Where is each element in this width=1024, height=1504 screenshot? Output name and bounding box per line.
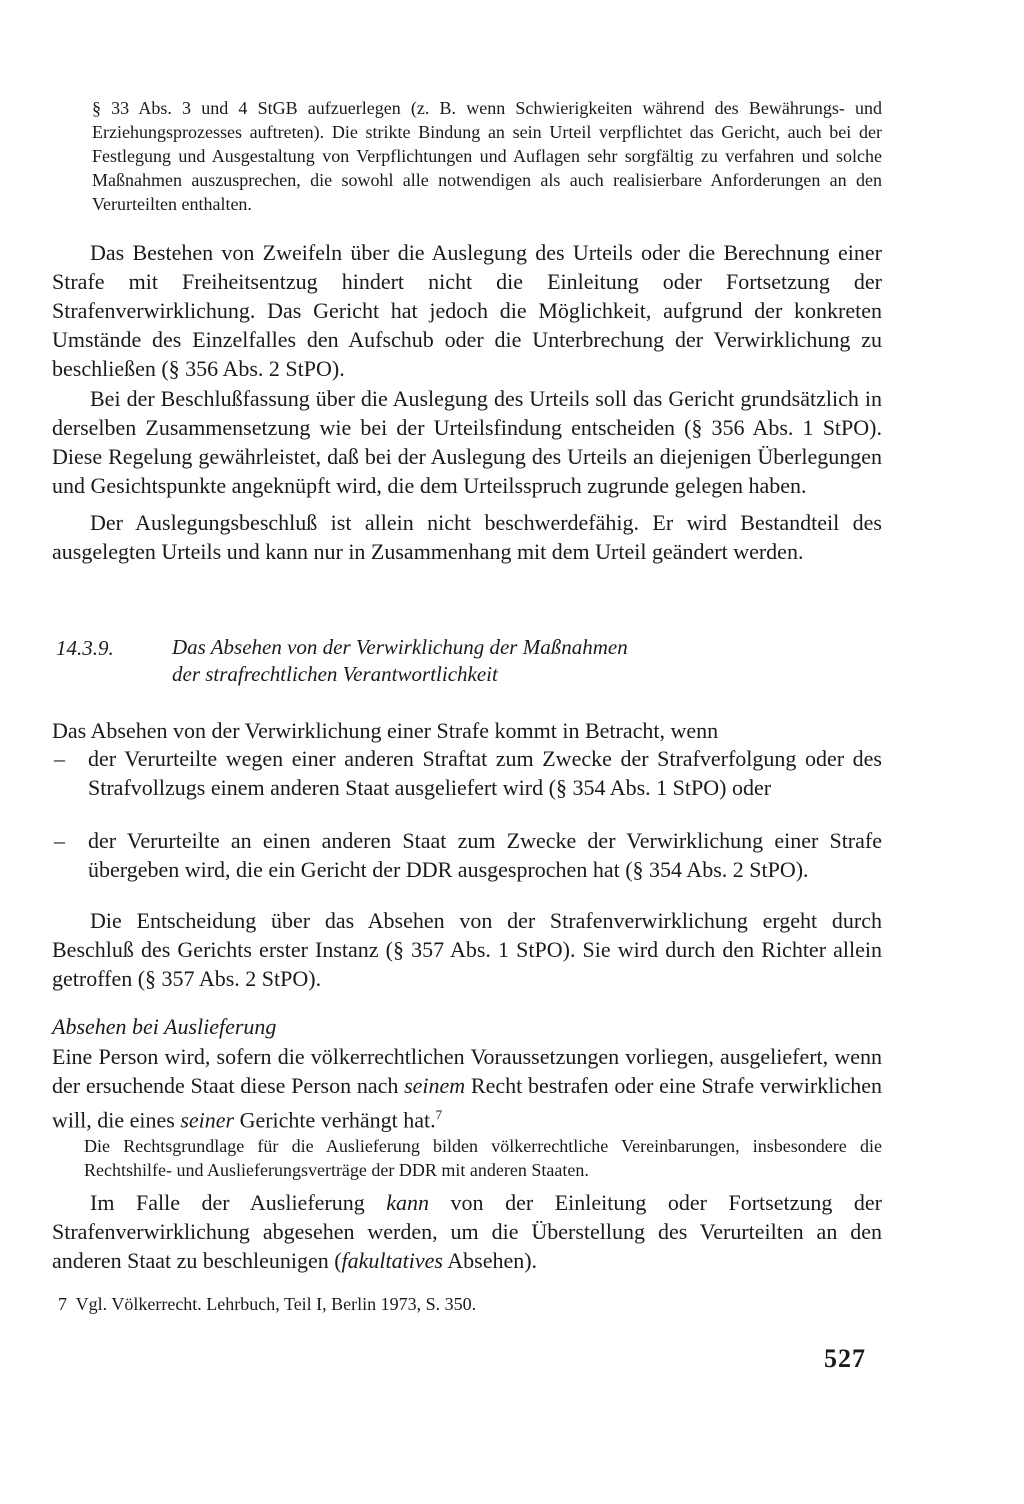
paragraph-urteil-auslegung: Das Bestehen von Zweifeln über die Auslegung des Urteils oder die Berechnung einer Strafe mit Freiheitsentzug hindert nicht die Einleitung oder Fortsetzung der Strafenverwirklichung. Das Gericht hat jedoch die Möglichkeit, aufgrund der konkreten Umstände des Einzelfalles den Aufschub oder die Unterbrechung der Verwirklichung zu beschließen (§ 356 Abs. 2 StPO).: [52, 240, 882, 381]
paragraph-beschlussfassung: Bei der Beschlußfassung über die Auslegung des Urteils soll das Gericht grundsätzlich in derselben Zusammensetzung wie bei der Urteilsfindung entscheiden (§ 356 Abs. 1 StPO). Diese Regelung gewährleistet, daß bei der Auslegung des Urteils an diejenigen Überlegungen und Gesichtspunkte angeknüpft wird, die dem Urteilsspruch zugrunde gelegen haben.: [52, 386, 882, 498]
text-run: Eine Person wird, sofern die völkerrechtlichen Voraussetzungen vorliegen, ausgeliefert, wenn der ersuchende Staat diese Person nach: [52, 1044, 882, 1098]
section-title-line-1: Das Absehen von der Verwirklichung der Maßnahmen: [172, 635, 628, 659]
note-rechtsgrundlage: Die Rechtsgrundlage für die Auslieferung bilden völkerrechtliche Vereinbarungen, insbesondere die Rechtshilfe- und Auslieferungsverträge der DDR mit anderen Staaten.: [84, 1136, 882, 1180]
paragraph-entscheidung: Die Entscheidung über das Absehen von der Strafenverwirklichung ergeht durch Beschluß des Gerichts erster Instanz (§ 357 Abs. 1 StPO). Sie wird durch den Richter allein getroffen (§ 357 Abs. 2 StPO).: [52, 908, 882, 991]
footnote-marker: 7: [435, 1107, 443, 1122]
text-run: von der Einleitung oder Fortsetzung der Strafenverwirklichung abgesehen werden, um die Überstellung des Verurteilten an den anderen Staat zu beschleunigen (: [52, 1190, 882, 1273]
paragraph-auslieferung: [52, 1042, 882, 1134]
emphasis-fakultatives: fakultatives: [341, 1248, 443, 1273]
section-number: 14.3.9.: [56, 636, 114, 660]
text-run: Absehen).: [442, 1248, 538, 1273]
section-title-line-2: der strafrechtlichen Verantwortlichkeit: [172, 662, 498, 686]
bullet-dash-1: –: [54, 746, 65, 771]
paragraph-fakultatives-absehen: [52, 1188, 882, 1275]
bullet-item-2: der Verurteilte an einen anderen Staat zum Zwecke der Verwirklichung einer Strafe übergeben wird, die ein Gericht der DDR ausgesprochen hat (§ 354 Abs. 2 StPO).: [88, 828, 882, 882]
bullet-dash-2: –: [54, 828, 65, 853]
emphasis-kann: kann: [386, 1190, 430, 1215]
page-number: 527: [824, 1344, 866, 1373]
footnote-7: 7 Vgl. Völkerrecht. Lehrbuch, Teil I, Berlin 1973, S. 350.: [58, 1294, 477, 1314]
top-note-paragraph: § 33 Abs. 3 und 4 StGB aufzuerlegen (z. B. wenn Schwierigkeiten während des Bewährungs- und Erziehungsprozesses auftreten). Die strikte Bindung an sein Urteil verpflichtet das Gericht, auch bei der Festlegung und Ausgestaltung von Verpflichtungen und Auflagen sehr sorgfältig zu verfahren und solche Maßnahmen auszusprechen, die sowohl alle notwendigen als auch realisierbare Anforderungen an den Verurteilten enthalten.: [92, 98, 882, 214]
paragraph-auslegungsbeschluss: Der Auslegungsbeschluß ist allein nicht beschwerdefähig. Er wird Bestandteil des ausgelegten Urteils und kann nur in Zusammenhang mit dem Urteil geändert werden.: [52, 510, 882, 564]
text-run: Im Falle der Auslieferung: [90, 1190, 387, 1215]
intro-sentence: Das Absehen von der Verwirklichung einer Strafe kommt in Betracht, wenn: [52, 718, 719, 743]
emphasis-seinem: seinem: [404, 1073, 466, 1098]
emphasis-seiner: seiner: [180, 1107, 235, 1133]
subheading-auslieferung: Absehen bei Auslieferung: [52, 1014, 277, 1039]
text-run: Gerichte verhängt hat.: [234, 1107, 436, 1133]
text-run: Recht bestrafen oder eine Strafe verwirklichen will, die eines: [52, 1073, 882, 1133]
section-title: [172, 634, 812, 688]
bullet-item-1: der Verurteilte wegen einer anderen Straftat zum Zwecke der Strafverfolgung oder des Strafvollzugs einem anderen Staat ausgeliefert wird (§ 354 Abs. 1 StPO) oder: [88, 746, 882, 800]
